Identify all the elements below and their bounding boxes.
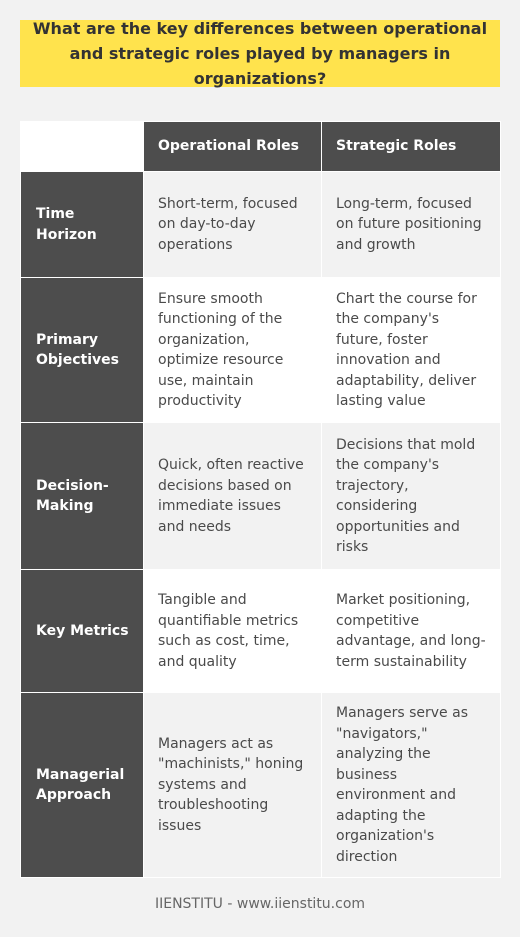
operational-cell: Managers act as "machinists," honing systems and troubleshooting issues	[144, 693, 322, 878]
row-label: Managerial Approach	[21, 693, 144, 878]
operational-cell: Ensure smooth functioning of the organization, optimize resource use, maintain productivity	[144, 278, 322, 423]
operational-cell: Tangible and quantifiable metrics such as cost, time, and quality	[144, 570, 322, 693]
row-label: Primary Objectives	[21, 278, 144, 423]
strategic-cell: Market positioning, competitive advantage, and long-term sustainability	[322, 570, 501, 693]
table-header-row	[21, 122, 501, 172]
table-row	[21, 423, 501, 570]
header-corner-cell	[21, 122, 144, 172]
row-label: Decision-Making	[21, 423, 144, 570]
operational-cell: Short-term, focused on day-to-day operations	[144, 172, 322, 278]
comparison-table	[20, 121, 501, 878]
footer-attribution: IIENSTITU - www.iienstitu.com	[154, 896, 366, 912]
row-label: Key Metrics	[21, 570, 144, 693]
operational-cell: Quick, often reactive decisions based on immediate issues and needs	[144, 423, 322, 570]
row-label: Time Horizon	[21, 172, 144, 278]
table-row	[21, 172, 501, 278]
header-operational-roles: Operational Roles	[144, 122, 322, 172]
table-row	[21, 570, 501, 693]
table-row	[21, 278, 501, 423]
strategic-cell: Managers serve as "navigators," analyzing the business environment and adapting the organization's direction	[322, 693, 501, 878]
page-title: What are the key differences between operational and strategic roles played by managers in organizations?	[20, 20, 500, 87]
strategic-cell: Chart the course for the company's future, foster innovation and adaptability, deliver lasting value	[322, 278, 501, 423]
header-strategic-roles: Strategic Roles	[322, 122, 501, 172]
table-row	[21, 693, 501, 878]
strategic-cell: Long-term, focused on future positioning and growth	[322, 172, 501, 278]
strategic-cell: Decisions that mold the company's trajectory, considering opportunities and risks	[322, 423, 501, 570]
